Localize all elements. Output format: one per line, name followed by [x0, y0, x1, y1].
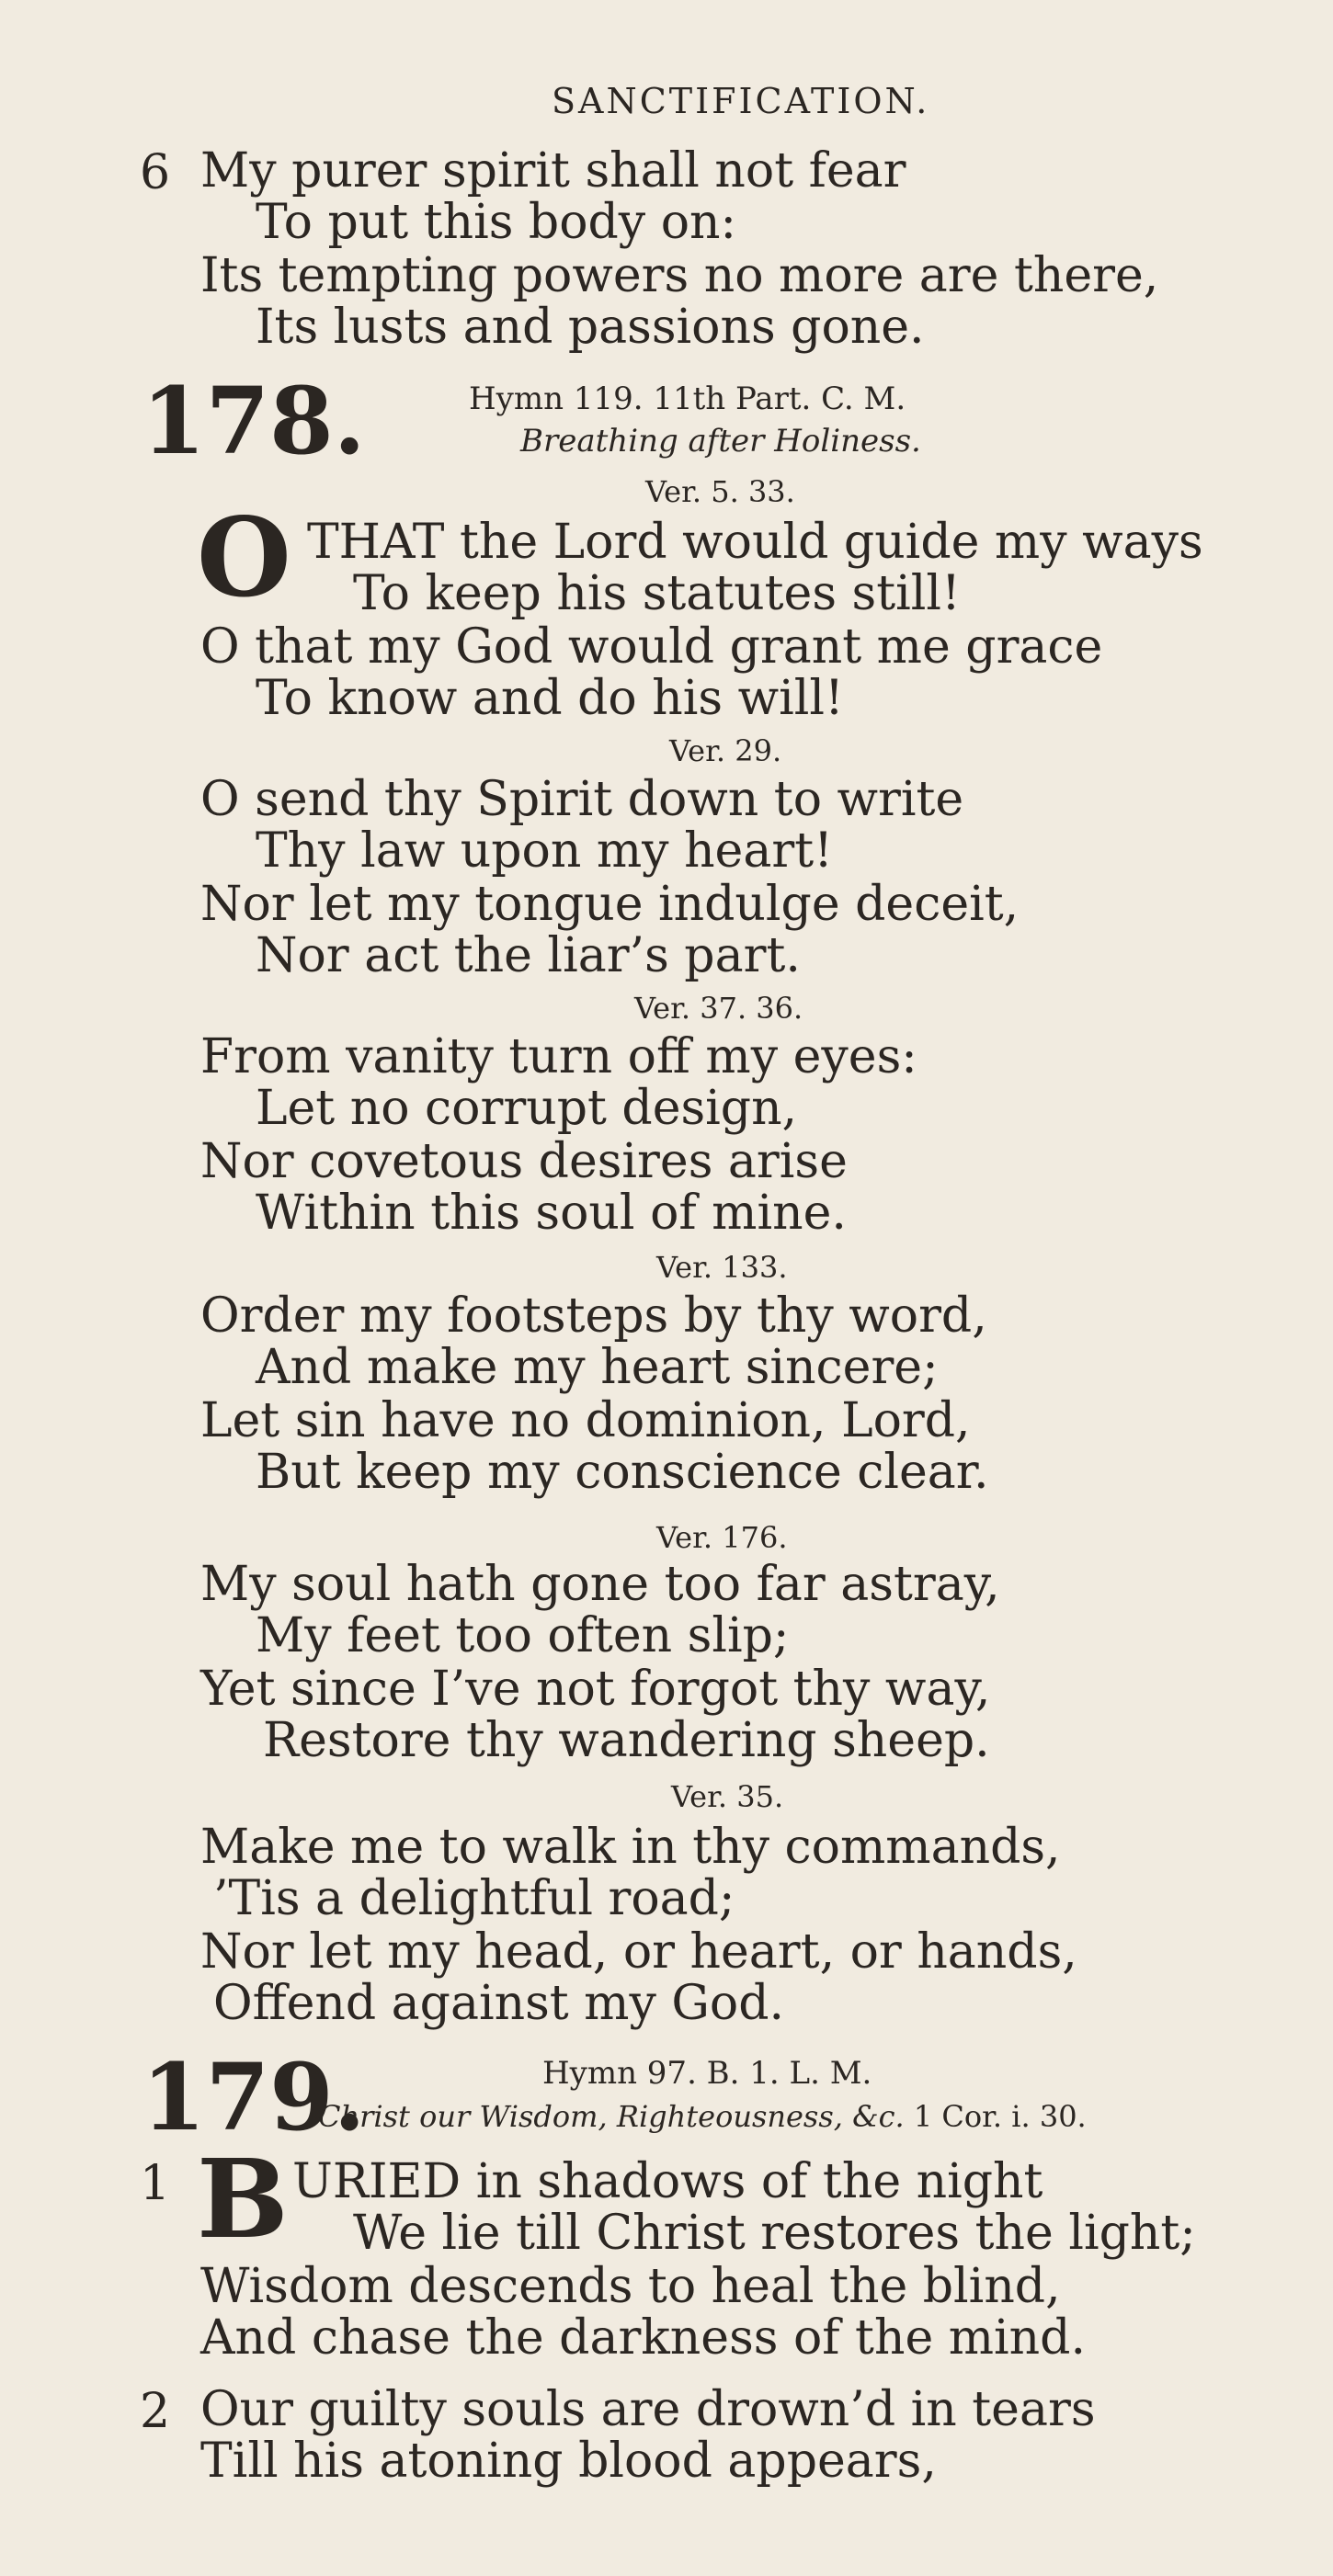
verse-line: THAT the Lord would guide my ways [307, 515, 1203, 570]
hymn-subtitle-text: Christ our Wisdom, Righteousness, &c. [318, 2099, 905, 2134]
verse-line: Its tempting powers no more are there, [200, 248, 1159, 303]
verse-line: Our guilty souls are drown’d in tears [200, 2382, 1096, 2437]
drop-cap: O [197, 494, 291, 621]
drop-cap: B [197, 2135, 289, 2263]
hymn-source: Hymn 119. 11th Part. C. M. [469, 380, 906, 417]
verse-reference: Ver. 176. [656, 1520, 788, 1555]
running-head: SANCTIFICATION. [552, 81, 930, 121]
hymn-number: 179. [142, 2043, 366, 2151]
verse-line: To know and do his will! [256, 671, 844, 726]
verse-line: My soul hath gone too far astray, [200, 1557, 1000, 1612]
verse-reference: Ver. 37. 36. [634, 991, 803, 1026]
verse-reference: Ver. 29. [669, 733, 782, 768]
verse-line: Till his atoning blood appears, [200, 2434, 937, 2489]
verse-line: Nor act the liar’s part. [256, 928, 801, 983]
stanza-number: 1 [140, 2156, 171, 2211]
verse-line: Nor let my head, or heart, or hands, [200, 1924, 1077, 1980]
verse-line: Nor let my tongue indulge deceit, [200, 877, 1020, 932]
verse-line: Order my footsteps by thy word, [200, 1288, 987, 1344]
verse-line: Make me to walk in thy commands, [200, 1820, 1061, 1875]
verse-line: Its lusts and passions gone. [256, 300, 925, 355]
verse-line: Let sin have no dominion, Lord, [200, 1393, 971, 1448]
verse-line: Let no corrupt design, [256, 1081, 798, 1136]
verse-line: From vanity turn off my eyes: [200, 1029, 917, 1084]
verse-line: O that my God would grant me grace [200, 619, 1103, 675]
verse-line: Within this soul of mine. [256, 1186, 847, 1241]
hymn-subtitle: Breathing after Holiness. [520, 423, 921, 460]
verse-reference: Ver. 35. [671, 1779, 784, 1814]
verse-line: O send thy Spirit down to write [200, 772, 964, 827]
hymn-source: Hymn 97. B. 1. L. M. [542, 2055, 872, 2092]
verse-reference: Ver. 5. 33. [645, 474, 795, 509]
verse-line: And chase the darkness of the mind. [200, 2310, 1086, 2366]
verse-line: To put this body on: [256, 195, 737, 250]
verse-line: We lie till Christ restores the light; [353, 2206, 1196, 2261]
stanza-number: 2 [140, 2384, 171, 2439]
hymn-number: 178. [142, 367, 366, 475]
verse-line: Nor covetous desires arise [200, 1134, 848, 1189]
verse-line: Offend against my God. [213, 1976, 785, 2031]
verse-line: My feet too often slip; [256, 1608, 790, 1663]
verse-line: Yet since I’ve not forgot thy way, [200, 1662, 991, 1717]
verse-line: Restore thy wandering sheep. [263, 1713, 990, 1768]
verse-line: But keep my conscience clear. [256, 1445, 989, 1500]
verse-line: To keep his statutes still! [353, 566, 961, 621]
verse-line: My purer spirit shall not fear [200, 143, 906, 199]
stanza-number: 6 [140, 145, 171, 200]
verse-line: URIED in shadows of the night [292, 2154, 1043, 2209]
verse-line: Thy law upon my heart! [256, 823, 833, 879]
verse-line: And make my heart sincere; [256, 1340, 939, 1395]
verse-line: ’Tis a delightful road; [213, 1871, 735, 1926]
verse-reference: Ver. 133. [656, 1250, 788, 1285]
verse-line: Wisdom descends to heal the blind, [200, 2259, 1061, 2314]
scripture-reference: 1 Cor. i. 30. [913, 2099, 1087, 2134]
hymn-subtitle [318, 2099, 1087, 2134]
